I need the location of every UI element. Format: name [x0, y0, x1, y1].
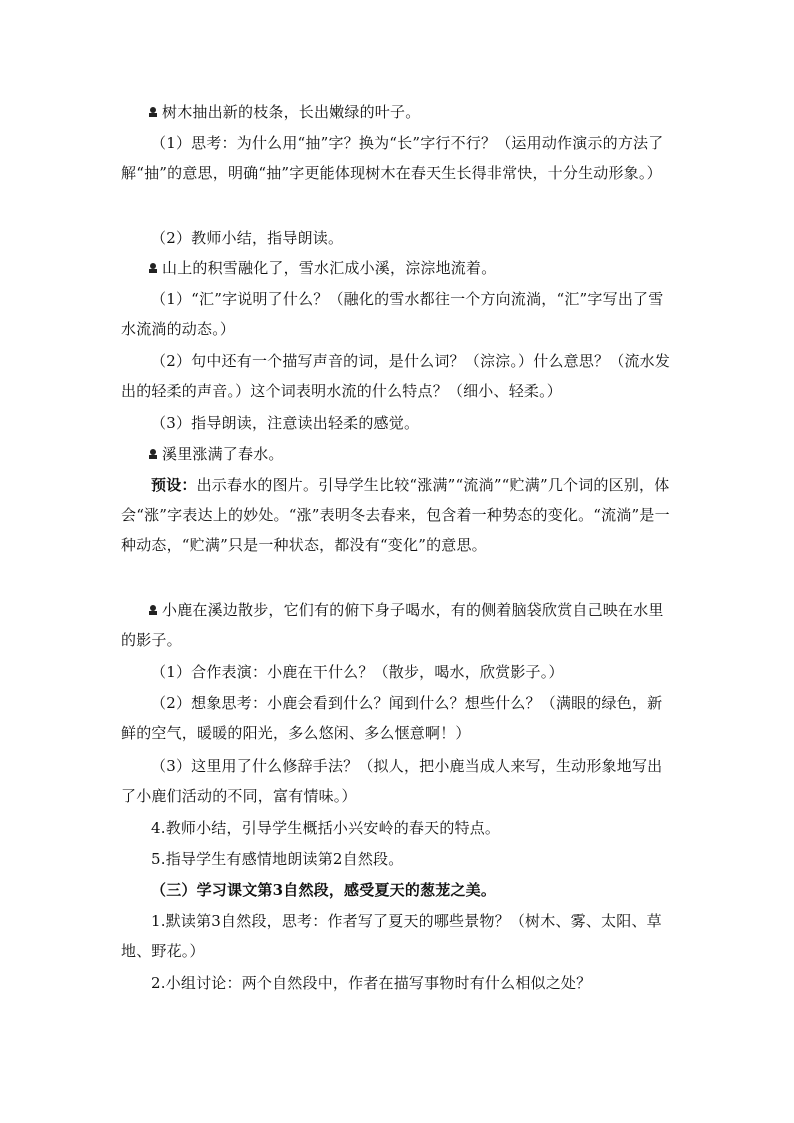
quote-text: 小鹿在溪边散步，它们有的俯下身子喝水，有的侧着脑袋欣赏自己映在水里的影子。	[121, 601, 664, 649]
answer-paragraph: （3）指导朗读，注意读出轻柔的感觉。	[151, 414, 420, 432]
quote-paragraph	[121, 253, 676, 283]
preset-label: 预设：	[151, 476, 197, 494]
quote-paragraph	[121, 439, 676, 469]
step-paragraph: 5.指导学生有感情地朗读第2自然段。	[151, 850, 404, 868]
preset-text: 出示春水的图片。引导学生比较“涨满”“流淌”“贮满”几个词的区别，体会“涨”字表达上的妙处。“涨”表明冬去春来，包含着一种势态的变化。“流淌”是一种动态，“贮满”只是一种状态，都没有“变化”的意思。	[121, 476, 670, 554]
answer-paragraph: （1）思考：为什么用“抽”字？换为“长”字行不行？（运用动作演示的方法了解“抽”的意思，明确“抽”字更能体现树木在春天生长得非常快，十分生动形象。）	[121, 134, 664, 182]
step-paragraph: 1.默读第3自然段，思考：作者写了夏天的哪些景物？（树木、雾、太阳、草地、野花。）	[121, 912, 662, 960]
answer-paragraph: （2）教师小结，指导朗读。	[151, 229, 344, 247]
quote-mark-icon	[147, 262, 159, 274]
quote-text: 溪里涨满了春水。	[162, 445, 284, 463]
step-paragraph: 4.教师小结，引导学生概括小兴安岭的春天的特点。	[151, 819, 501, 837]
quote-text: 树木抽出新的枝条，长出嫩绿的叶子。	[162, 103, 421, 121]
quote-text: 山上的积雪融化了，雪水汇成小溪，淙淙地流着。	[162, 259, 497, 277]
answer-paragraph: （2）想象思考：小鹿会看到什么？闻到什么？想些什么？（满眼的绿色，新鲜的空气，暖暖的阳光，多么悠闲、多么惬意啊！）	[121, 694, 663, 742]
answer-paragraph: （2）句中还有一个描写声音的词，是什么词？（淙淙。）什么意思？（流水发出的轻柔的声音。）这个词表明水流的什么特点？（细小、轻柔。）	[121, 352, 671, 400]
step-paragraph: 2.小组讨论：两个自然段中，作者在描写事物时有什么相似之处？	[151, 974, 592, 992]
quote-paragraph	[121, 595, 676, 655]
quote-mark-icon	[147, 604, 159, 616]
quote-mark-icon	[147, 448, 159, 460]
answer-paragraph: （3）这里用了什么修辞手法？（拟人，把小鹿当成人来写，生动形象地写出了小鹿们活动的不同，富有情味。）	[121, 757, 663, 805]
quote-mark-icon	[147, 106, 159, 118]
quote-paragraph	[121, 97, 676, 127]
answer-paragraph: （1）合作表演：小鹿在干什么？（散步，喝水，欣赏影子。）	[151, 663, 564, 681]
answer-paragraph: （1）“汇”字说明了什么？（融化的雪水都往一个方向流淌，“汇”字写出了雪水流淌的动态。）	[121, 290, 664, 338]
preset-paragraph	[121, 470, 676, 560]
section-heading: （三）学习课文第3自然段，感受夏天的葱茏之美。	[151, 881, 497, 899]
